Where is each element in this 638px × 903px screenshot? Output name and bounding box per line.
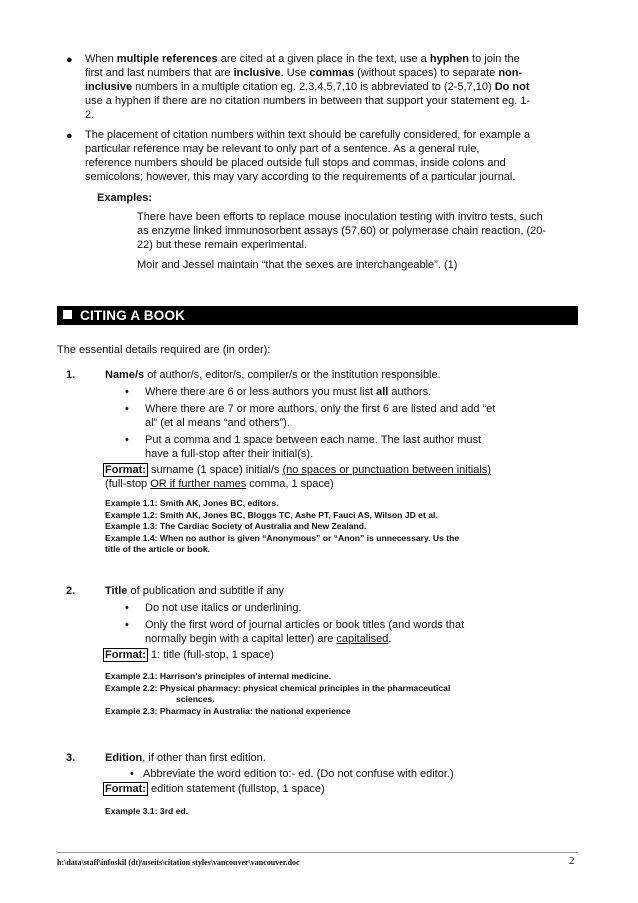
item-number-2: 2.	[66, 585, 76, 597]
bullet-icon: •	[125, 602, 129, 614]
item-number-3: 3.	[66, 752, 76, 764]
page-number: 2	[569, 855, 575, 867]
item2-examples: Example 2.1: Harrison’s principles of internal medicine. Example 2.2: Physical pharmacy: physical chemical principles in the pharmaceutical sciences. Example 2.3: Pharmacy in Australia: the national experience	[105, 671, 451, 716]
item3-example: Example 3.1: 3rd ed.	[105, 806, 189, 816]
section-heading: CITING A BOOK	[80, 308, 186, 323]
footer-file-path: h:\data\staff\infoskil (dt)\useits\citation styles\vancouver\vancouver.doc	[57, 858, 300, 867]
bullet-paragraph-multiple-references: When multiple references are cited at a given place in the text, use a hyphen to join the first and last numbers that are inclusive. Use commas (without spaces) to separate non- inclusive numbers in a multiple citation eg. 2,3,4,5,7,10 is abbreviated to (2-5,7,10) Do not use a hyphen if there are no citation numbers in between that support your statement eg. 1- 2.	[85, 53, 531, 121]
item2-bullet-1: Do not use italics or underlining.	[145, 602, 302, 614]
bullet-icon: ●	[66, 54, 73, 66]
item-title-edition: Edition, if other than first edition.	[105, 752, 266, 764]
example-paragraph-1: There have been efforts to replace mouse inoculation testing with invitro tests, such as enzyme linked immunosorbent assays (57,60) or polymerase chain reaction, (20- 22) but these remain experimental.	[137, 211, 547, 251]
item1-bullet-3: Put a comma and 1 space between each name. The last author must have a full-stop after their initial(s).	[145, 434, 482, 460]
bullet-icon: ●	[66, 130, 73, 142]
item2-bullet-2: Only the first word of journal articles or book titles (and words that normally begin with a capital letter) are capitalised.	[145, 619, 465, 645]
footer-divider	[57, 852, 578, 853]
item3-bullet-1: Abbreviate the word edition to:- ed. (Do not confuse with editor.)	[143, 768, 454, 780]
item2-format: Format: 1: title (full-stop, 1 space)	[105, 649, 274, 661]
bullet-icon: •	[130, 768, 134, 780]
square-icon	[63, 310, 72, 319]
bullet-icon: •	[125, 434, 129, 446]
bullet-paragraph-placement: The placement of citation numbers within text should be carefully considered, for example a particular reference may be relevant to only part of a sentence. As a general rule, reference numbers should be placed outside full stops and commas, inside colons and semicolons; however, this may vary according to the requirements of a particular journal.	[85, 129, 531, 183]
intro-text: The essential details required are (in order):	[57, 344, 271, 356]
item1-bullet-1: Where there are 6 or less authors you must list all authors.	[145, 386, 432, 398]
item3-format: Format: edition statement (fullstop, 1 space)	[105, 783, 325, 795]
example-paragraph-2: Moir and Jessel maintain “that the sexes are interchangeable”. (1)	[137, 259, 458, 271]
item-title-name: Name/s of author/s, editor/s, compiler/s or the institution responsible.	[105, 369, 441, 381]
item-title-title: Title of publication and subtitle if any	[105, 585, 284, 597]
item-number-1: 1.	[66, 369, 76, 381]
item1-format: Format: surname (1 space) initial/s (no spaces or punctuation between initials) (full-stop OR if further names comma, 1 space)	[105, 464, 491, 490]
bullet-icon: •	[125, 403, 129, 415]
item1-examples: Example 1.1: Smith AK, Jones BC, editors. Example 1.2: Smith AK, Jones BC, Bloggs TC, Ashe PT, Fauci AS, Wilson JD et al. Example 1.3: The Cardiac Society of Australia and New Zealand. Example 1.4: When no author is given “Anonymous” or “Anon” is unnecessary. Us the title of the article or book.	[105, 498, 460, 554]
examples-label: Examples:	[97, 192, 153, 204]
item1-bullet-2: Where there are 7 or more authors, only the first 6 are listed and add “et al” (et al means “and others”).	[145, 403, 496, 429]
bullet-icon: •	[125, 386, 129, 398]
bullet-icon: •	[125, 619, 129, 631]
